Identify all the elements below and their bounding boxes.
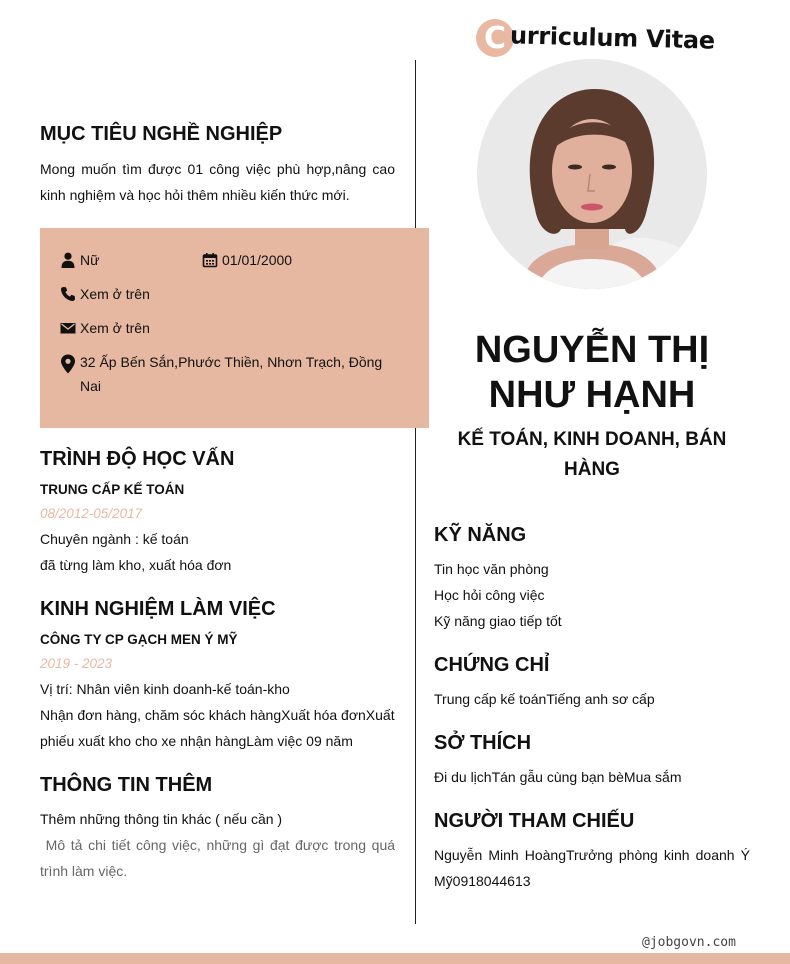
address-row <box>60 350 382 398</box>
certificates-text: Trung cấp kế toánTiếng anh sơ cấp <box>434 691 655 707</box>
additional-line-1: Thêm những thông tin khác ( nếu cần ) <box>40 811 283 827</box>
email-row <box>60 316 150 340</box>
gender-value: Nữ <box>80 252 100 268</box>
experience-description: Nhận đơn hàng, chăm sóc khách hàngXuất hóa đơnXuất phiếu xuất kho cho xe nhận hàngLàm việc 09 năm <box>40 707 395 749</box>
logo-letter: C <box>476 19 514 57</box>
birthday-row <box>202 248 292 272</box>
additional-heading: THÔNG TIN THÊM <box>40 774 213 796</box>
hobbies-heading: SỞ THÍCH <box>434 732 532 754</box>
phone-icon <box>60 286 76 302</box>
footer-brand: @jobgovn.com <box>642 935 736 950</box>
education-note: đã từng làm kho, xuất hóa đơn <box>40 557 232 573</box>
birthday-value: 01/01/2000 <box>222 252 293 268</box>
skills-heading: KỸ NĂNG <box>434 524 527 546</box>
address-line-1: 32 Ấp Bến Sắn,Phước Thiền, Nhơn Trạch, Đồng <box>80 354 383 370</box>
experience-period: 2019 - 2023 <box>40 656 113 671</box>
experience-position: Vị trí: Nhân viên kinh doanh-kế toán-kho <box>40 681 290 697</box>
profile-photo-image <box>477 59 707 289</box>
skill-item: Kỹ năng giao tiếp tốt <box>434 613 562 629</box>
experience-heading: KINH NGHIỆM LÀM VIỆC <box>40 598 276 620</box>
gender-row <box>60 248 99 272</box>
experience-company: CÔNG TY CP GẠCH MEN Ý MỸ <box>40 632 238 647</box>
phone-value: Xem ở trên <box>80 286 150 302</box>
phone-row <box>60 282 150 306</box>
reference-text: Nguyễn Minh HoàngTrưởng phòng kinh doanh Ý Mỹ0918044613 <box>434 847 750 889</box>
reference-heading: NGƯỜI THAM CHIẾU <box>434 810 635 832</box>
education-school: TRUNG CẤP KẾ TOÁN <box>40 482 185 497</box>
person-icon <box>60 252 76 268</box>
education-period: 08/2012-05/2017 <box>40 506 143 521</box>
profile-photo <box>477 59 707 289</box>
objective-text: Mong muốn tìm được 01 công việc phù hợp,nâng cao kinh nghiệm và học hỏi thêm nhiều kiến thức mới. <box>40 161 395 203</box>
cv-logo <box>476 18 715 58</box>
candidate-name: NGUYỄN THỊ NHƯ HẠNH <box>474 329 710 416</box>
address-line-2: Nai <box>80 378 102 394</box>
certificates-heading: CHỨNG CHỈ <box>434 654 550 676</box>
column-divider <box>415 60 416 924</box>
location-pin-icon <box>60 354 76 374</box>
education-major: Chuyên ngành : kế toán <box>40 531 189 547</box>
additional-line-2: Mô tả chi tiết công việc, những gì đạt được trong quá trình làm việc. <box>40 837 399 879</box>
objective-heading: MỤC TIÊU NGHỀ NGHIỆP <box>40 123 283 145</box>
candidate-title: KẾ TOÁN, KINH DOANH, BÁN HÀNG <box>457 429 727 480</box>
education-heading: TRÌNH ĐỘ HỌC VẤN <box>40 448 235 470</box>
calendar-icon <box>202 252 218 268</box>
mail-icon <box>60 320 76 336</box>
contact-info-box <box>40 228 429 428</box>
skill-item: Tin học văn phòng <box>434 561 549 577</box>
email-value: Xem ở trên <box>80 320 150 336</box>
footer-bar <box>0 953 790 964</box>
skill-item: Học hỏi công việc <box>434 587 545 603</box>
hobbies-text: Đi du lịchTán gẫu cùng bạn bèMua sắm <box>434 769 682 785</box>
logo-text: urriculum Vitae <box>509 21 716 55</box>
